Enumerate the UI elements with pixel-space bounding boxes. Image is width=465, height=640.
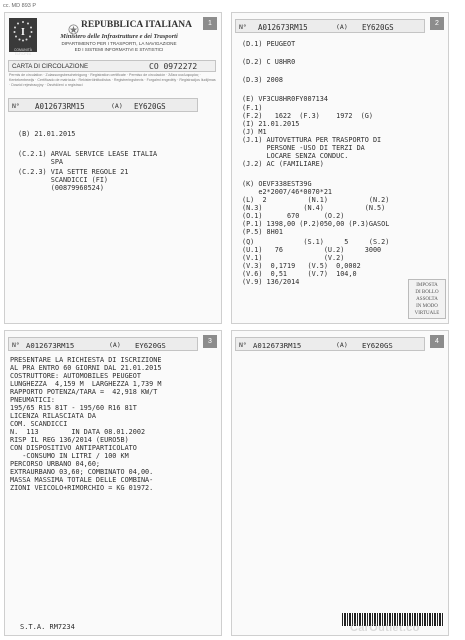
department-line-1: DIPARTIMENTO PER I TRASPORTI, LA NAVIGAZIONE [61,41,177,46]
field-line: (F.2) 1622 (F.3) 1972 (G) [242,112,373,120]
plate-number: EY620GS [362,23,394,32]
virtual-stamp-duty-box [408,279,446,319]
field-line: (D.3) 2008 [242,76,283,84]
reg-prefix: N° [12,102,20,110]
note-line: MASSA MASSIMA TOTALE DELLE COMBINA- [10,476,154,484]
field-line: (I) 21.01.2015 [242,120,300,128]
field-line: (N.3) (N.4) (N.5) [242,204,386,212]
plate-label: (A) [109,341,121,349]
field-line: (Q) (S.1) 5 (S.2) [242,238,390,246]
reg-number: A012673RM15 [253,341,302,350]
reg-number: A012673RM15 [258,23,308,32]
panel-page-1 [4,12,222,324]
field-line: (D.2) C U8HR0 [242,58,296,66]
field-line: PERSONE -USO DI TERZI DA [242,144,365,152]
page-number-3: 3 [203,335,217,348]
page-number-2: 2 [430,17,444,30]
fine-print: Permis de circulation · Zulassungsbescheinigung · Registration certificate · Permiso de circulación · Άδεια κυκλοφορίας · Kentekenbewijs · Certificado de matrícula · Rekisteröintitodistus · Registreringsbevis · Forgalmi engedély · Registracijos liudijimas · Dowód rejestracyjny · Osvědčení o registraci [9,73,216,87]
field-c23-line3: (00879960524) [18,184,104,192]
plate-label: (A) [336,341,348,349]
note-line: LUNGHEZZA 4,159 M LARGHEZZA 1,739 M [10,380,162,388]
field-c21-line1: (C.2.1) ARVAL SERVICE LEASE ITALIA [18,150,158,158]
eu-flag-icon [9,18,37,56]
stamp-line: IN MODO [416,304,438,309]
reg-prefix: N° [239,23,247,31]
page-number-1: 1 [203,17,217,30]
plate-number: EY620GS [134,102,166,111]
note-line: ZIONI VEICOLO+RIMORCHIO = KG 01972. [10,484,154,492]
republic-title: REPUBBLICA ITALIANA [81,20,192,30]
field-line: (L) 2 (N.1) (N.2) [242,196,390,204]
note-line: 195/65 R15 81T - 195/60 R16 81T [10,404,137,412]
field-b: (B) 21.01.2015 [18,130,76,138]
note-line: PERCORSO URBANO 04,60; [10,460,101,468]
card-header-box [8,60,216,72]
stamp-line: IMPOSTA [416,283,438,288]
card-title: CARTA DI CIRCOLAZIONE [12,63,89,70]
reg-prefix: N° [12,341,20,349]
reg-prefix: N° [239,341,247,349]
field-c23-line2: SCANDICCI (FI) [18,176,109,184]
svg-text:I: I [21,27,25,38]
note-line: PRESENTARE LA RICHIESTA DI ISCRIZIONE [10,356,162,364]
note-line: N. 113 IN DATA 08.01.2002 [10,428,146,436]
eu-label: COMUNITÀ EUROPEA [13,48,33,56]
stamp-line: VIRTUALE [414,311,440,316]
stamp-line: DI BOLLO [415,290,439,295]
field-line: (D.1) PEUGEOT [242,40,296,48]
reg-strip-2 [235,19,425,33]
field-line: (V.3) 0,1719 (V.5) 0,0002 [242,262,361,270]
field-line: (O.1) 670 (O.2) [242,212,345,220]
panel-page-2 [231,12,449,324]
note-line: PNEUMATICI: [10,396,56,404]
note-line: LICENZA RILASCIATA DA [10,412,96,420]
field-line: (K) OEVF338EST39G [242,180,312,188]
note-line: COSTRUTTORE: AUTOMOBILES PEUGEOT [10,372,141,380]
note-line: CON DISPOSITIVO ANTIPARTICOLATO [10,444,137,452]
field-line: LOCARE SENZA CONDUC. [242,152,349,160]
field-line: (J.2) AC (FAMILIARE) [242,160,324,168]
reg-number: A012673RM15 [35,102,85,111]
watermark: CarOutlet.co [350,622,420,634]
ministry-name: Ministero delle Infrastrutture e dei Trasporti [60,33,178,40]
field-line: (V.9) 136/2014 [242,278,300,286]
card-number: CO 0972272 [149,62,198,71]
field-line: (F.1) [242,104,263,112]
plate-number: EY620GS [362,341,393,350]
note-line: -CONSUMO IN LITRI / 100 KM [10,452,129,460]
reg-strip-1 [8,98,198,112]
note-line: AL PRA ENTRO 60 GIORNI DAL 21.01.2015 [10,364,162,372]
note-line: RISP IL REG 136/2014 (EURO5B) [10,436,129,444]
page-number-4: 4 [430,335,444,348]
field-line: (U.1) 76 (U.2) 3000 [242,246,382,254]
field-c23-line1: (C.2.3) VIA SETTE REGOLE 21 [18,168,129,176]
reg-strip-3 [8,337,198,351]
reg-number: A012673RM15 [26,341,75,350]
field-line: (P.1) 1398,00 (P.2)050,00 (P.3)GASOL [242,220,390,228]
plate-label: (A) [111,102,123,110]
field-line: (V.1) (V.2) [242,254,345,262]
note-line: EXTRAURBANO 03,60; COMBINATO 04,00. [10,468,154,476]
field-line: (E) VF3CU8HR0FY007134 [242,95,328,103]
stamp-line: ASSOLTA [416,297,438,302]
plate-label: (A) [336,23,348,31]
field-line: (V.6) 0,51 (V.7) 104,0 [242,270,357,278]
note-line: RAPPORTO POTENZA/TARA = 42,918 KW/T [10,388,158,396]
field-line: e2*2007/46*0070*21 [242,188,333,196]
republic-emblem-icon [68,20,79,31]
corner-code: cc. MD 893 P [3,3,37,9]
reg-strip-4 [235,337,425,351]
department-line-2: ED I SISTEMI INFORMATIVI E STATISTICI [74,47,164,52]
field-line: (J.1) AUTOVETTURA PER TRASPORTO DI [242,136,382,144]
panel-page-3 [4,330,222,636]
panel-page-4 [231,330,449,636]
plate-number: EY620GS [135,341,166,350]
field-c21-line2: SPA [18,158,64,166]
field-line: (P.5) 8H01 [242,228,283,236]
office-code: S.T.A. RM7234 [20,623,75,631]
note-line: COM. SCANDICCI [10,420,68,428]
field-line: (J) M1 [242,128,267,136]
